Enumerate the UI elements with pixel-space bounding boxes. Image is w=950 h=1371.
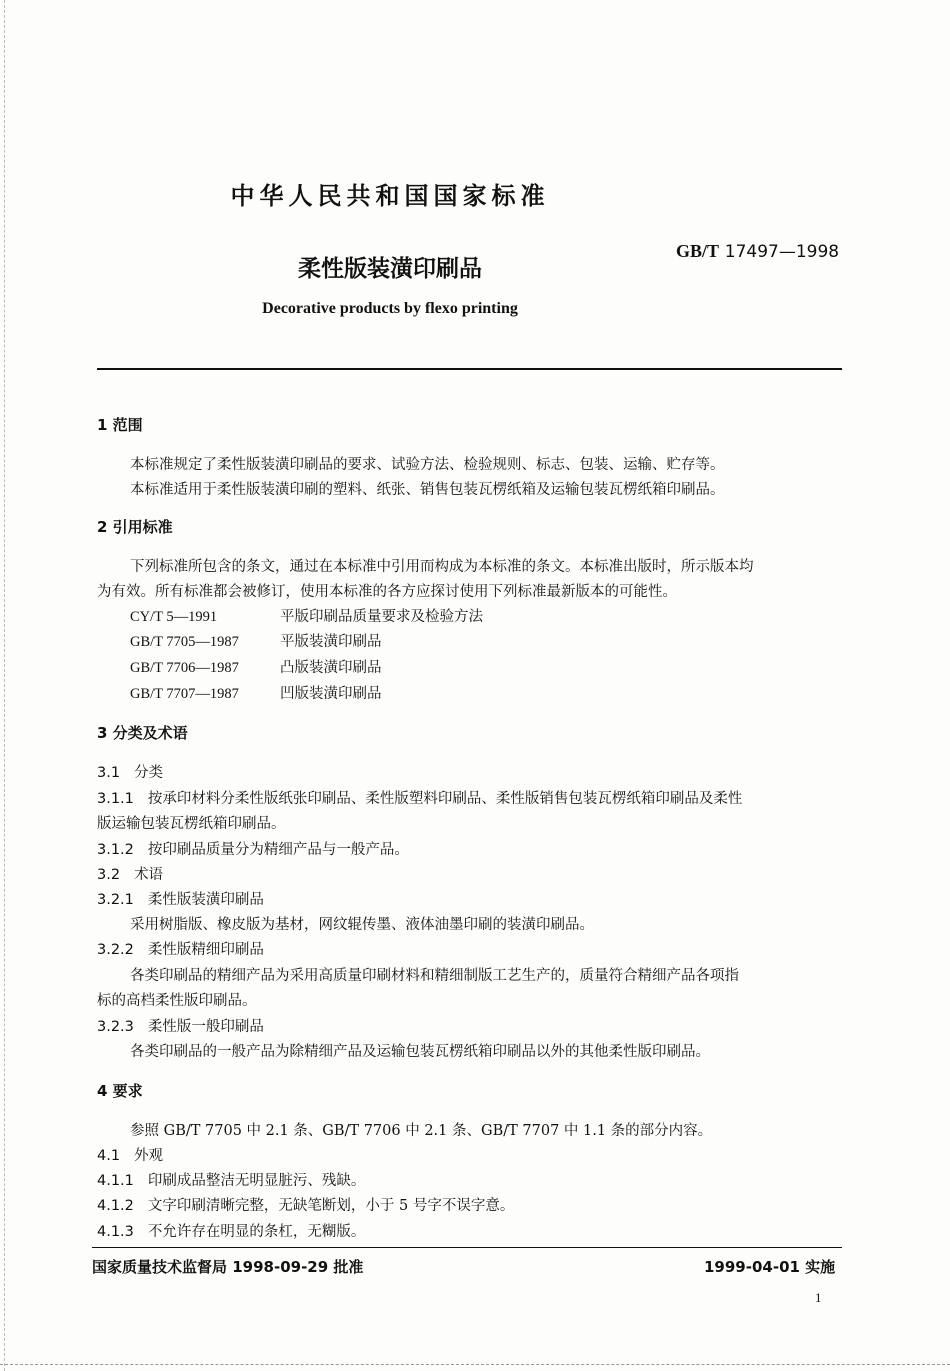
clause-text: 外观 — [134, 1148, 164, 1164]
header-rule — [97, 368, 842, 370]
clause-number: 3.2.2 — [97, 942, 134, 958]
clause-number: 4.1.1 — [97, 1173, 134, 1189]
footer-rule — [92, 1247, 842, 1248]
paragraph: 下列标准所包含的条文，通过在本标准中引用而构成为本标准的条文。本标准出版时，所示版本均 — [130, 559, 754, 575]
reference-code: GB/T 7705—1987 — [130, 634, 239, 650]
paragraph: 为有效。所有标准都会被修订，使用本标准的各方应探讨使用下列标准最新版本的可能性。 — [97, 584, 677, 600]
clause-text: 文字印刷清晰完整，无缺笔断划，小于 5 号字不误字意。 — [147, 1198, 515, 1214]
paragraph: 各类印刷品的精细产品为采用高质量印刷材料和精细制版工艺生产的，质量符合精细产品各项指 — [130, 968, 739, 984]
reference-title: 平版印刷品质量要求及检验方法 — [280, 609, 483, 625]
section-3-heading: 3 分类及术语 — [97, 724, 188, 742]
clause-text: 不允许存在明显的条杠，无糊版。 — [147, 1224, 366, 1240]
clause — [97, 1144, 163, 1165]
document-title: 柔性版装潢印刷品 — [298, 256, 482, 282]
clause-number: 3.2 — [97, 867, 121, 883]
approval-line: 国家质量技术监督局 1998-09-29 批准 — [92, 1258, 364, 1276]
reference-title: 平版装潢印刷品 — [280, 634, 382, 650]
clause-number: 3.1 — [97, 765, 121, 781]
section-4-heading: 4 要求 — [97, 1082, 143, 1100]
standard-title: 中华人民共和国国家标准 — [230, 182, 550, 210]
clause-text: 印刷成品整洁无明显脏污、残缺。 — [147, 1173, 366, 1189]
clause-text: 按承印材料分柔性版纸张印刷品、柔性版塑料印刷品、柔性版销售包装瓦楞纸箱印刷品及柔性 — [147, 791, 743, 807]
clause — [97, 1015, 264, 1036]
standard-code: GB/T — [676, 241, 720, 261]
paragraph: 各类印刷品的一般产品为除精细产品及运输包装瓦楞纸箱印刷品以外的其他柔性版印刷品。 — [130, 1044, 710, 1060]
clause-text: 柔性版一般印刷品 — [147, 1019, 264, 1035]
clause-number: 3.1.1 — [97, 791, 134, 807]
english-title: Decorative products by flexo printing — [262, 300, 518, 317]
clause-text: 术语 — [134, 867, 164, 883]
reference-item — [130, 656, 382, 677]
reference-title: 凹版装潢印刷品 — [280, 686, 382, 702]
section-1-heading: 1 范围 — [97, 416, 143, 434]
clause-number: 4.1 — [97, 1148, 121, 1164]
paragraph: 参照 GB/T 7705 中 2.1 条、GB/T 7706 中 2.1 条、GB/T 7707 中 1.1 条的部分内容。 — [130, 1123, 713, 1139]
clause — [97, 1194, 514, 1215]
clause — [97, 888, 264, 909]
clause — [97, 863, 163, 884]
clause-text: 柔性版装潢印刷品 — [147, 892, 264, 908]
paragraph: 版运输包装瓦楞纸箱印刷品。 — [97, 816, 286, 832]
clause-number: 4.1.3 — [97, 1224, 134, 1240]
paragraph: 标的高档柔性版印刷品。 — [97, 993, 257, 1009]
standard-num: 17497—1998 — [724, 242, 840, 262]
page-number: 1 — [815, 1290, 822, 1305]
clause-number: 4.1.2 — [97, 1198, 134, 1214]
reference-title: 凸版装潢印刷品 — [280, 660, 382, 676]
paragraph: 本标准适用于柔性版装潢印刷的塑料、纸张、销售包装瓦楞纸箱及运输包装瓦楞纸箱印刷品。 — [130, 482, 725, 498]
clause-number: 3.2.1 — [97, 892, 134, 908]
standard-number — [676, 241, 839, 262]
effective-date: 1999-04-01 实施 — [704, 1258, 836, 1276]
reference-item — [130, 682, 382, 703]
reference-code: CY/T 5—1991 — [130, 609, 218, 625]
clause-number: 3.2.3 — [97, 1019, 134, 1035]
paragraph: 本标准规定了柔性版装潢印刷品的要求、试验方法、检验规则、标志、包装、运输、贮存等。 — [130, 457, 725, 473]
scan-bottom-edge — [0, 1364, 950, 1365]
clause — [97, 838, 409, 859]
reference-item — [130, 630, 382, 651]
clause-text: 按印刷品质量分为精细产品与一般产品。 — [147, 842, 409, 858]
clause-text: 柔性版精细印刷品 — [147, 942, 264, 958]
clause-number: 3.1.2 — [97, 842, 134, 858]
paragraph: 采用树脂版、橡皮版为基材，网纹辊传墨、液体油墨印刷的装潢印刷品。 — [130, 917, 594, 933]
clause — [97, 761, 163, 782]
clause — [97, 1169, 365, 1190]
reference-code: GB/T 7707—1987 — [130, 686, 239, 702]
section-2-heading: 2 引用标准 — [97, 518, 173, 536]
clause — [97, 938, 264, 959]
clause-text: 分类 — [134, 765, 164, 781]
reference-item — [130, 605, 483, 626]
clause — [97, 787, 742, 808]
clause — [97, 1220, 365, 1241]
reference-code: GB/T 7706—1987 — [130, 660, 239, 676]
